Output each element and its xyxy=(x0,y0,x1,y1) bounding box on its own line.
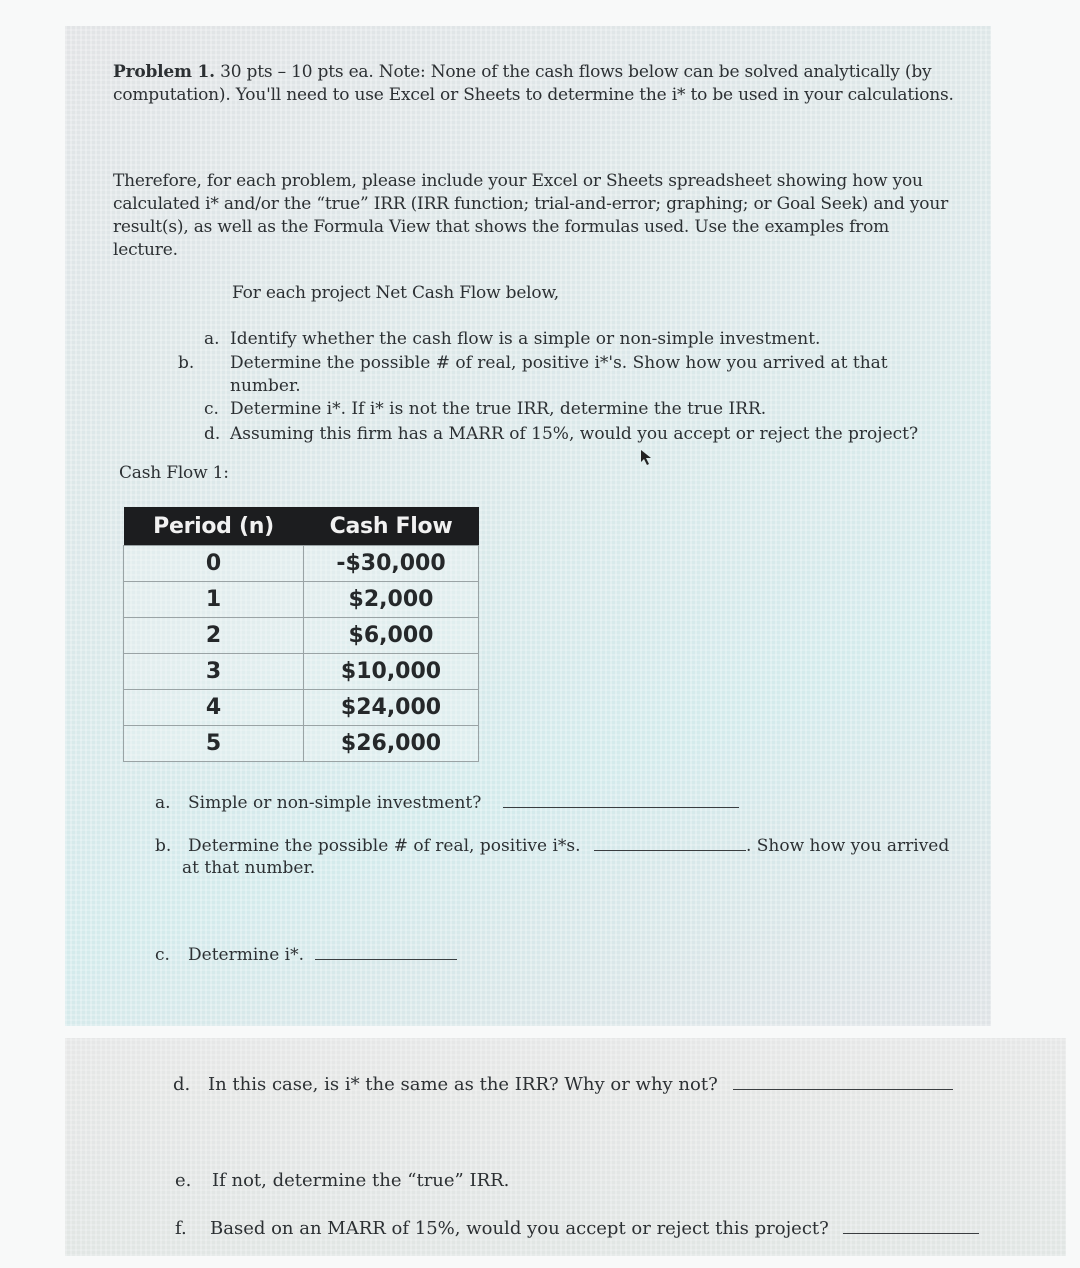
table-row xyxy=(124,654,479,690)
question-suffix: . Show how you arrived xyxy=(745,836,950,856)
task-b xyxy=(178,352,930,398)
table-row xyxy=(124,726,479,762)
cash-cell: $2,000 xyxy=(304,582,479,618)
task-text: Assuming this firm has a MARR of 15%, would you accept or reject the project? xyxy=(230,424,919,444)
task-text: Determine i*. If i* is not the true IRR, determine the true IRR. xyxy=(230,399,767,419)
header-cash-flow: Cash Flow xyxy=(304,507,479,546)
problem-instructions: Therefore, for each problem, please include your Excel or Sheets spreadsheet showing how you calculated i* and/or the “true” IRR (IRR function; trial-and-error; graphing; or Goal Seek) and your result(s), as well as the Formula View that shows the formulas used. Use the examples from lecture. xyxy=(113,171,949,260)
period-cell: 1 xyxy=(124,582,304,618)
task-d xyxy=(204,423,964,446)
period-cell: 3 xyxy=(124,654,304,690)
table-row xyxy=(124,582,479,618)
answer-blank-c[interactable] xyxy=(315,943,457,960)
question-marker: a. xyxy=(155,793,171,813)
task-marker: a. xyxy=(204,329,220,349)
question-text: Based on an MARR of 15%, would you accept or reject this project? xyxy=(210,1218,829,1239)
table-row xyxy=(124,618,479,654)
question-text: Simple or non-simple investment? xyxy=(188,793,482,813)
period-cell: 5 xyxy=(124,726,304,762)
worksheet-photo-bottom xyxy=(65,1038,1066,1256)
question-text: Determine the possible # of real, positive i*s. xyxy=(188,836,581,856)
task-marker: b. xyxy=(178,353,195,373)
cash-cell: -$30,000 xyxy=(304,546,479,582)
answer-blank-a[interactable] xyxy=(503,791,739,808)
cash-flow-label: Cash Flow 1: xyxy=(119,463,229,483)
question-marker: f. xyxy=(175,1218,187,1239)
table-row xyxy=(124,546,479,582)
cash-cell: $26,000 xyxy=(304,726,479,762)
task-c xyxy=(204,398,904,421)
task-marker: c. xyxy=(204,399,219,419)
period-cell: 2 xyxy=(124,618,304,654)
question-c xyxy=(155,943,457,967)
question-f xyxy=(175,1217,979,1240)
question-text: Determine i*. xyxy=(188,945,305,965)
cash-cell: $24,000 xyxy=(304,690,479,726)
question-b xyxy=(155,834,955,858)
problem-title: Problem 1. xyxy=(113,62,215,82)
question-a xyxy=(155,791,739,815)
question-marker: e. xyxy=(175,1170,192,1191)
task-text: Identify whether the cash flow is a simple or non-simple investment. xyxy=(230,329,821,349)
problem-note: 30 pts – 10 pts ea. Note: None of the cash flows below can be solved analytically (by computation). You'll need to use Excel or Sheets to determine the i* to be used in your calculations. xyxy=(113,62,954,105)
task-text: Determine the possible # of real, positive i*'s. Show how you arrived at that number. xyxy=(230,353,888,396)
cash-flow-table xyxy=(123,507,479,762)
question-e xyxy=(175,1169,509,1192)
question-marker: c. xyxy=(155,945,170,965)
lead-in-text: For each project Net Cash Flow below, xyxy=(232,283,559,303)
question-d xyxy=(173,1073,953,1096)
question-marker: b. xyxy=(155,836,172,856)
header-period: Period (n) xyxy=(124,507,304,546)
table-header-row xyxy=(124,507,479,546)
problem-intro xyxy=(113,61,958,107)
question-b-continuation: at that number. xyxy=(182,858,316,878)
question-text: If not, determine the “true” IRR. xyxy=(212,1170,510,1191)
period-cell: 0 xyxy=(124,546,304,582)
answer-blank-f[interactable] xyxy=(843,1217,979,1234)
cash-cell: $6,000 xyxy=(304,618,479,654)
question-text: In this case, is i* the same as the IRR? Why or why not? xyxy=(208,1074,718,1095)
task-a xyxy=(204,328,904,351)
period-cell: 4 xyxy=(124,690,304,726)
answer-blank-b[interactable] xyxy=(594,834,746,851)
question-marker: d. xyxy=(173,1074,191,1095)
table-row xyxy=(124,690,479,726)
task-marker: d. xyxy=(204,424,221,444)
answer-blank-d[interactable] xyxy=(733,1073,953,1090)
cash-cell: $10,000 xyxy=(304,654,479,690)
